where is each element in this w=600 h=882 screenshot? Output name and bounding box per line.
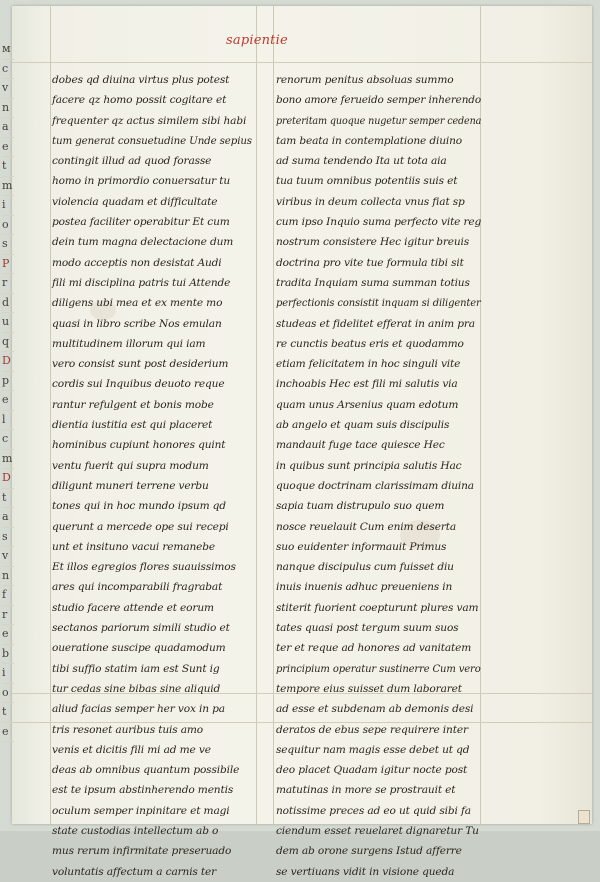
- manuscript-line: renorum penitus absoluas summo: [276, 74, 454, 86]
- manuscript-line: oculum semper inpinitare et magi: [52, 804, 230, 817]
- manuscript-line: ares qui incomparabili fragrabat: [52, 581, 223, 594]
- manuscript-line: mandauit fuge tace quiesce Hec: [276, 439, 445, 452]
- manuscript-line: fili mi disciplina patris tui Attende: [52, 276, 231, 289]
- manuscript-line: etiam felicitatem in hoc singuli vite: [276, 358, 461, 371]
- manuscript-line: violencia quadam et difficultate: [52, 195, 218, 208]
- manuscript-line: matutinas in more se prostrauit et: [276, 784, 456, 797]
- manuscript-line: est te ipsum abstinherendo mentis: [52, 784, 234, 797]
- manuscript-line: querunt a mercede ope sui recepi: [52, 520, 229, 533]
- left-text-column: [52, 70, 252, 882]
- manuscript-line: venis et dicitis fili mi ad me ve: [52, 743, 211, 756]
- manuscript-line: tates quasi post tergum suum suos: [276, 622, 459, 635]
- manuscript-line: nostrum consistere Hec igitur breuis: [276, 236, 470, 249]
- manuscript-line: facere qz homo possit cogitare et: [52, 94, 227, 107]
- manuscript-line: ad suma tendendo Ita ut tota aia: [276, 155, 447, 168]
- manuscript-line: ciendum esset reuelaret dignaretur Tu: [276, 824, 479, 837]
- ruling-line: [12, 62, 592, 63]
- manuscript-line: inchoabis Hec est fili mi salutis via: [276, 378, 458, 391]
- manuscript-line: in quibus sunt principia salutis Hac: [276, 459, 462, 472]
- manuscript-line: preteritam quoque nugetur semper cedena: [276, 114, 482, 127]
- manuscript-line: ad esse et subdenam ab demonis desi: [276, 703, 474, 716]
- manuscript-line: tua tuum omnibus potentiis suis et: [276, 175, 458, 188]
- manuscript-line: dein tum magna delectacione dum: [52, 236, 234, 249]
- manuscript-line: unt et insituno vacui remanebe: [52, 540, 215, 553]
- previous-leaf-edge: ᴍ c v n a e t m i o s P r d u q D p e l c m D t a s v n f r e b i o t e: [0, 40, 14, 710]
- manuscript-line: voluntatis affectum a carnis ter: [52, 865, 217, 878]
- manuscript-line: sectanos pariorum simili studio et: [52, 622, 230, 635]
- manuscript-line: studeas et fidelitet efferat in anim pra: [276, 317, 475, 330]
- manuscript-line: sequitur nam magis esse debet ut qd: [276, 743, 470, 756]
- manuscript-line: vero consist sunt post desiderium: [52, 358, 229, 371]
- manuscript-line: stiterit fuorient coepturunt plures vam: [276, 601, 479, 614]
- manuscript-line: tur cedas sine bibas sine aliquid: [52, 682, 221, 695]
- manuscript-line: homo in primordio conuersatur tu: [52, 175, 231, 188]
- manuscript-line: state custodias intellectum ab o: [52, 824, 219, 837]
- manuscript-line: cum ipso Inquio suma perfecto vite reg: [276, 216, 482, 229]
- manuscript-line: ventu fuerit qui supra modum: [52, 459, 209, 472]
- manuscript-line: multitudinem illorum qui iam: [52, 337, 206, 350]
- manuscript-line: tum generat consuetudine Unde sepius: [52, 134, 252, 147]
- manuscript-line: ab angelo et quam suis discipulis: [276, 419, 450, 432]
- manuscript-line: diligunt muneri terrene verbu: [52, 479, 209, 492]
- manuscript-line: frequenter qz actus similem sibi habi: [52, 114, 247, 127]
- manuscript-line: nanque discipulus cum fuisset diu: [276, 561, 454, 574]
- manuscript-line: dem ab orone surgens Istud afferre: [276, 845, 462, 858]
- manuscript-line: quam unus Arsenius quam edotum: [276, 398, 459, 411]
- ruling-line: [50, 6, 51, 824]
- manuscript-line: cordis sui Inquibus deuoto reque: [52, 378, 225, 391]
- manuscript-line: hominibus cupiunt honores quint: [52, 439, 226, 452]
- manuscript-line: mus rerum infirmitate preseruado: [52, 845, 232, 858]
- manuscript-line: dobes qd diuina virtus plus potest: [52, 74, 230, 86]
- manuscript-line: perfectionis consistit inquam si diligenter: [276, 297, 481, 310]
- manuscript-line: quoque doctrinam clarissimam diuina: [276, 479, 474, 492]
- ruling-line: [273, 6, 274, 824]
- manuscript-line: modo acceptis non desistat Audi: [52, 256, 222, 269]
- manuscript-line: tempore eius suisset dum laboraret: [276, 682, 462, 695]
- manuscript-line: notissime preces ad eo ut quid sibi fa: [276, 804, 471, 817]
- manuscript-line: tam beata in contemplatione diuino: [276, 134, 463, 147]
- manuscript-line: diligens ubi mea et ex mente mo: [52, 297, 223, 310]
- manuscript-line: contingit illud ad quod forasse: [52, 155, 212, 168]
- manuscript-line: tibi suffio statim iam est Sunt ig: [52, 662, 220, 675]
- manuscript-line: deo placet Quadam igitur nocte post: [276, 764, 468, 777]
- manuscript-line: tradita Inquiam suma summan totius: [276, 276, 470, 289]
- running-head: sapientie: [226, 33, 288, 48]
- manuscript-line: ter et reque ad honores ad vanitatem: [276, 642, 472, 655]
- manuscript-line: bono amore ferueido semper inherendo: [276, 94, 481, 107]
- manuscript-line: suo euidenter informauit Primus: [276, 540, 447, 553]
- manuscript-line: viribus in deum collecta vnus fiat sp: [276, 195, 465, 208]
- manuscript-line: quasi in libro scribe Nos emulan: [52, 317, 222, 330]
- manuscript-line: tris resonet auribus tuis amo: [52, 723, 204, 736]
- manuscript-line: dientia iustitia est qui placeret: [52, 419, 213, 432]
- manuscript-line: principium operatur sustinerre Cum vero: [276, 662, 481, 675]
- manuscript-line: Et illos egregios flores suauissimos: [52, 561, 236, 574]
- manuscript-line: oueratione suscipe quadamodum: [52, 642, 226, 655]
- manuscript-line: deratos de ebus sepe requirere inter: [276, 723, 468, 736]
- manuscript-line: rantur refulgent et bonis mobe: [52, 398, 214, 411]
- manuscript-line: sapia tuam distrupulo suo quem: [276, 500, 445, 513]
- manuscript-line: inuis inuenis adhuc preueniens in: [276, 581, 453, 594]
- manuscript-line: deas ab omnibus quantum possibile: [52, 764, 240, 777]
- manuscript-line: se vertiuans vidit in visione queda: [276, 865, 455, 878]
- manuscript-line: postea faciliter operabitur Et cum: [52, 216, 230, 229]
- manuscript-line: nosce reuelauit Cum enim deserta: [276, 520, 457, 533]
- manuscript-line: tones qui in hoc mundo ipsum qd: [52, 500, 226, 513]
- manuscript-line: re cunctis beatus eris et quodammo: [276, 337, 464, 350]
- manuscript-line: doctrina pro vite tue formula tibi sit: [276, 256, 464, 269]
- manuscript-line: studio facere attende et eorum: [52, 601, 214, 614]
- manuscript-line: aliud facias semper her vox in pa: [52, 703, 225, 716]
- color-scale-mark: [578, 810, 590, 824]
- right-text-column: [276, 70, 481, 882]
- ruling-line: [256, 6, 257, 824]
